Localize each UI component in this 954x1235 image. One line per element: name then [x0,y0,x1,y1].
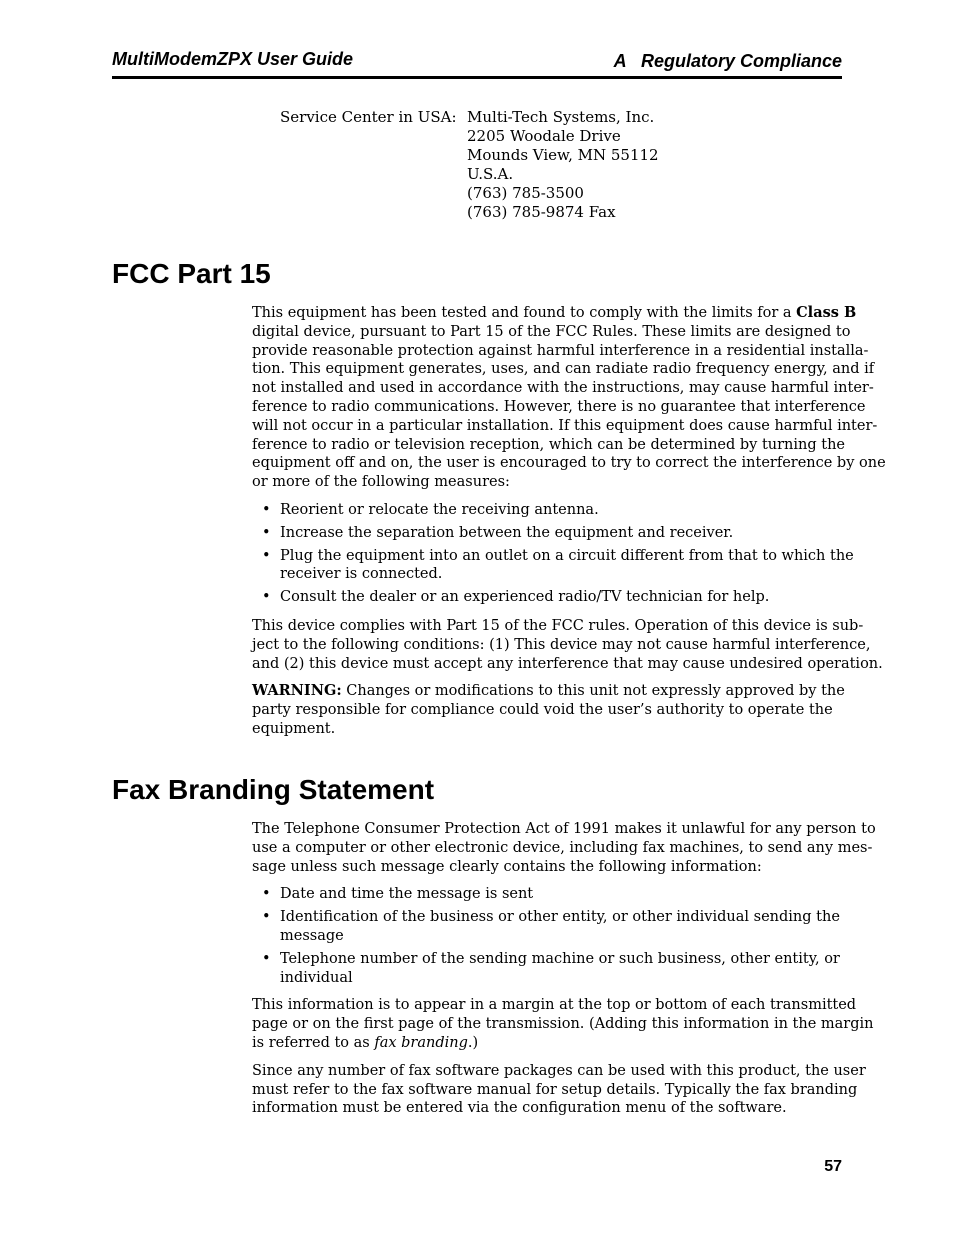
text-line: information must be entered via the configuration menu of the software. [252,1100,787,1117]
fax-paragraph-1 [252,820,876,876]
fcc-section-body [252,304,886,739]
address-line: Mounds View, MN 55112 [467,146,659,164]
text-line: not installed and used in accordance with the instructions, may cause harmful inter- [252,380,874,397]
text-line: tion. This equipment generates, uses, and can radiate radio frequency energy, and if [252,361,875,378]
header-guide-title: MultiModemZPX User Guide [112,49,354,69]
text-line: and (2) this device must accept any interference that may cause undesired operation. [252,655,883,672]
address-line: 2205 Woodale Drive [467,127,621,145]
bullet-icon: • [262,589,271,606]
fax-paragraph-2: This information is to appear in a margin at the top or bottom of each transmitted page or on the first page of the transmission. (Adding this information in the margin is referred to as fax branding.) [252,997,874,1051]
fax-branding-term: fax branding [374,1034,468,1051]
service-center-label: Service Center in USA: [280,108,457,126]
text-line: The Telephone Consumer Protection Act of 1991 makes it unlawful for any person to [252,821,876,837]
text-line: This information is to appear in a margin at the top or bottom of each transmitted [252,997,857,1014]
list-item: • Plug the equipment into an outlet on a circuit different from that to which the receiver is connected. [262,547,854,583]
list-item: • Consult the dealer or an experienced radio/TV technician for help. [262,589,770,606]
text-line: will not occur in a particular installation. If this equipment does cause harmful inter- [252,417,878,434]
phone-line: (763) 785-3500 [467,184,584,202]
service-center-address [467,108,659,222]
list-item: • Identification of the business or other entity, or other individual sending the message [262,909,840,944]
text-line: sage unless such message clearly contains the following information: [252,858,762,875]
fax-section-body [252,820,876,1118]
fcc-heading: FCC Part 15 [112,258,271,289]
text-line: ference to radio communications. However, there is no guarantee that interference [252,398,866,415]
fcc-paragraph-2 [252,617,883,673]
list-item: • Reorient or relocate the receiving antenna. [262,501,599,518]
fax-info-list [252,885,844,987]
list-item: • Telephone number of the sending machine or such business, other entity, or individual [262,950,840,986]
fcc-para1-lead: This equipment has been tested and found to comply with the limits for a [252,305,797,321]
text-line: This device complies with Part 15 of the FCC rules. Operation of this device is sub- [252,617,864,634]
page-number: 57 [824,1158,842,1175]
text-line: use a computer or other electronic device, including fax machines, to send any mes- [252,839,873,856]
address-line: Multi-Tech Systems, Inc. [467,108,655,126]
text-line: ject to the following conditions: (1) This device may not cause harmful interference, [252,636,871,653]
header-chapter-title: A Regulatory Compliance [613,51,842,71]
bullet-icon: • [262,547,271,564]
fcc-paragraph-1 [252,304,886,492]
text-line: digital device, pursuant to Part 15 of the FCC Rules. These limits are designed to [252,323,851,340]
fcc-measures-list [252,501,854,607]
address-line: U.S.A. [467,165,514,183]
text-line: or more of the following measures: [252,474,510,491]
bullet-icon: • [262,950,271,967]
text-line: equipment. [252,720,336,737]
list-item: • Date and time the message is sent [262,886,534,903]
fax-branding-heading: Fax Branding Statement [112,774,435,805]
running-header [112,46,842,79]
text-line: Since any number of fax software packages can be used with this product, the user [252,1062,866,1079]
text-line: equipment off and on, the user is encouraged to try to correct the interference by one [252,455,886,472]
fcc-warning-paragraph [252,682,844,738]
class-b-label: Class B [796,304,857,321]
warning-label: WARNING: [252,682,342,700]
fax-paragraph-3 [252,1062,866,1118]
fax-line: (763) 785-9874 Fax [467,203,616,221]
list-item: • Increase the separation between the equipment and receiver. [262,524,734,541]
text-line: provide reasonable protection against harmful interference in a residential installa- [252,342,869,359]
bullet-icon: • [262,524,271,541]
bullet-icon: • [262,909,271,926]
bullet-icon: • [262,501,271,518]
warning-lead: Changes or modifications to this unit not expressly approved by the [341,683,845,700]
text-line: must refer to the fax software manual for setup details. Typically the fax branding [252,1081,858,1098]
bullet-icon: • [262,886,271,903]
text-line: page or on the first page of the transmission. (Adding this information in the margin [252,1016,874,1033]
text-line: ference to radio or television reception, which can be determined by turning the [252,436,846,453]
text-line: party responsible for compliance could void the user’s authority to operate the [252,702,833,719]
